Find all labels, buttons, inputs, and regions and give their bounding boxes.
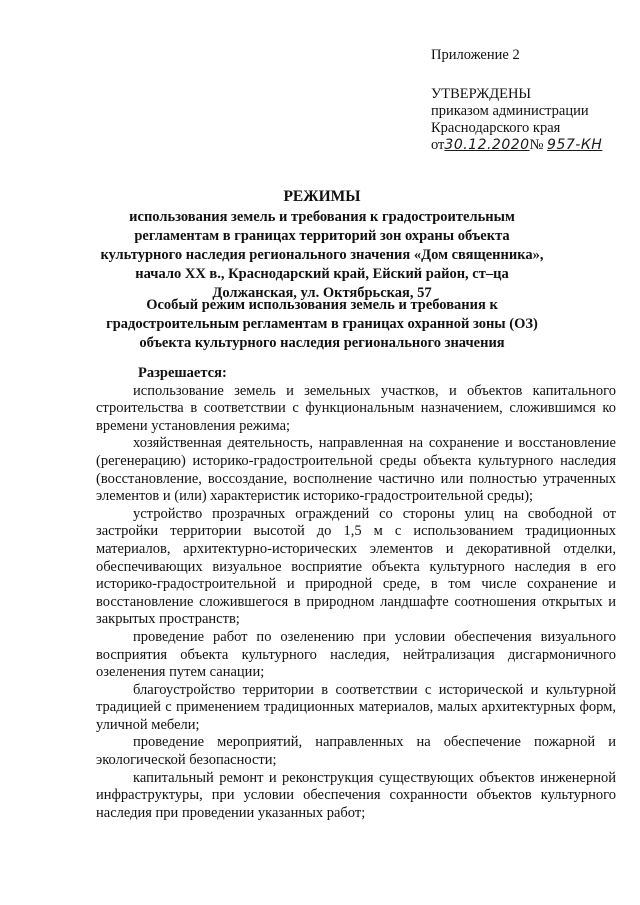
appendix-label: Приложение 2: [431, 47, 520, 63]
document-title-block: [96, 187, 548, 303]
section-body: [96, 365, 616, 822]
list-item: использование земель и земельных участков, и объектов капитального строительства в соответствии с функциональным назначением, сложившимся ко времени установления режима;: [96, 382, 616, 434]
number-prefix: №: [529, 137, 544, 153]
approved-label: УТВЕРЖДЕНЫ: [431, 86, 532, 102]
section-title: Особый режим использования земель и требования к градостроительным регламентам в границах охранной зоны (ОЗ) объекта культурного наследия регионального значения: [106, 297, 538, 351]
list-item: благоустройство территории в соответствии с исторической и культурной традицией с применением традиционных материалов, малых архитектурных форм, уличной мебели;: [96, 681, 616, 733]
approval-date-number: [431, 137, 602, 154]
handwritten-number: 957-КН: [547, 137, 603, 153]
document-title-description: использования земель и требования к градостроительным регламентам в границах территорий зон охраны объекта культурного наследия регионального значения «Дом священника», начало XX в., Краснодарский край, Ейский район, ст–ца Должанская, ул. Октябрьская, 57: [100, 209, 544, 301]
list-item: проведение работ по озеленению при условии обеспечения визуального восприятия объекта культурного наследия, нейтрализация дисгармоничного озеленения путем санации;: [96, 628, 616, 681]
allowed-heading: Разрешается:: [138, 365, 227, 381]
approval-block: [431, 47, 602, 154]
handwritten-date: 30.12.2020: [444, 137, 530, 153]
list-item: проведение мероприятий, направленных на обеспечение пожарной и экологической безопасности;: [96, 734, 616, 769]
list-item: хозяйственная деятельность, направленная на сохранение и восстановление (регенерацию) историко-градостроительной среды объекта культурного наследия (восстановление, воссоздание, восполнение частично или полностью утраченных элементов и (или) характеристик историко-градостроительной среды);: [96, 435, 616, 505]
list-item: капитальный ремонт и реконструкция существующих объектов инженерной инфраструктуры, при условии обеспечения сохранности объектов культурного наследия при проведении указанных работ;: [96, 769, 616, 821]
date-prefix: от: [431, 137, 445, 153]
document-title: РЕЖИМЫ: [283, 188, 361, 205]
approval-line-2: Краснодарского края: [431, 120, 561, 136]
list-item: устройство прозрачных ограждений со стороны улиц на свободной от застройки территории высотой до 1,5 м с использованием традиционных материалов, архитектурно-исторических элементов и декоративной отделки, обеспечивающих визуальное восприятие объекта культурного наследия в его историко-градостроительной и природной среде, в том числе сохранение и восстановление сложившегося в природном ландшафте соотношения открытых и закрытых пространств;: [96, 505, 616, 628]
approval-line-1: приказом администрации: [431, 103, 589, 119]
